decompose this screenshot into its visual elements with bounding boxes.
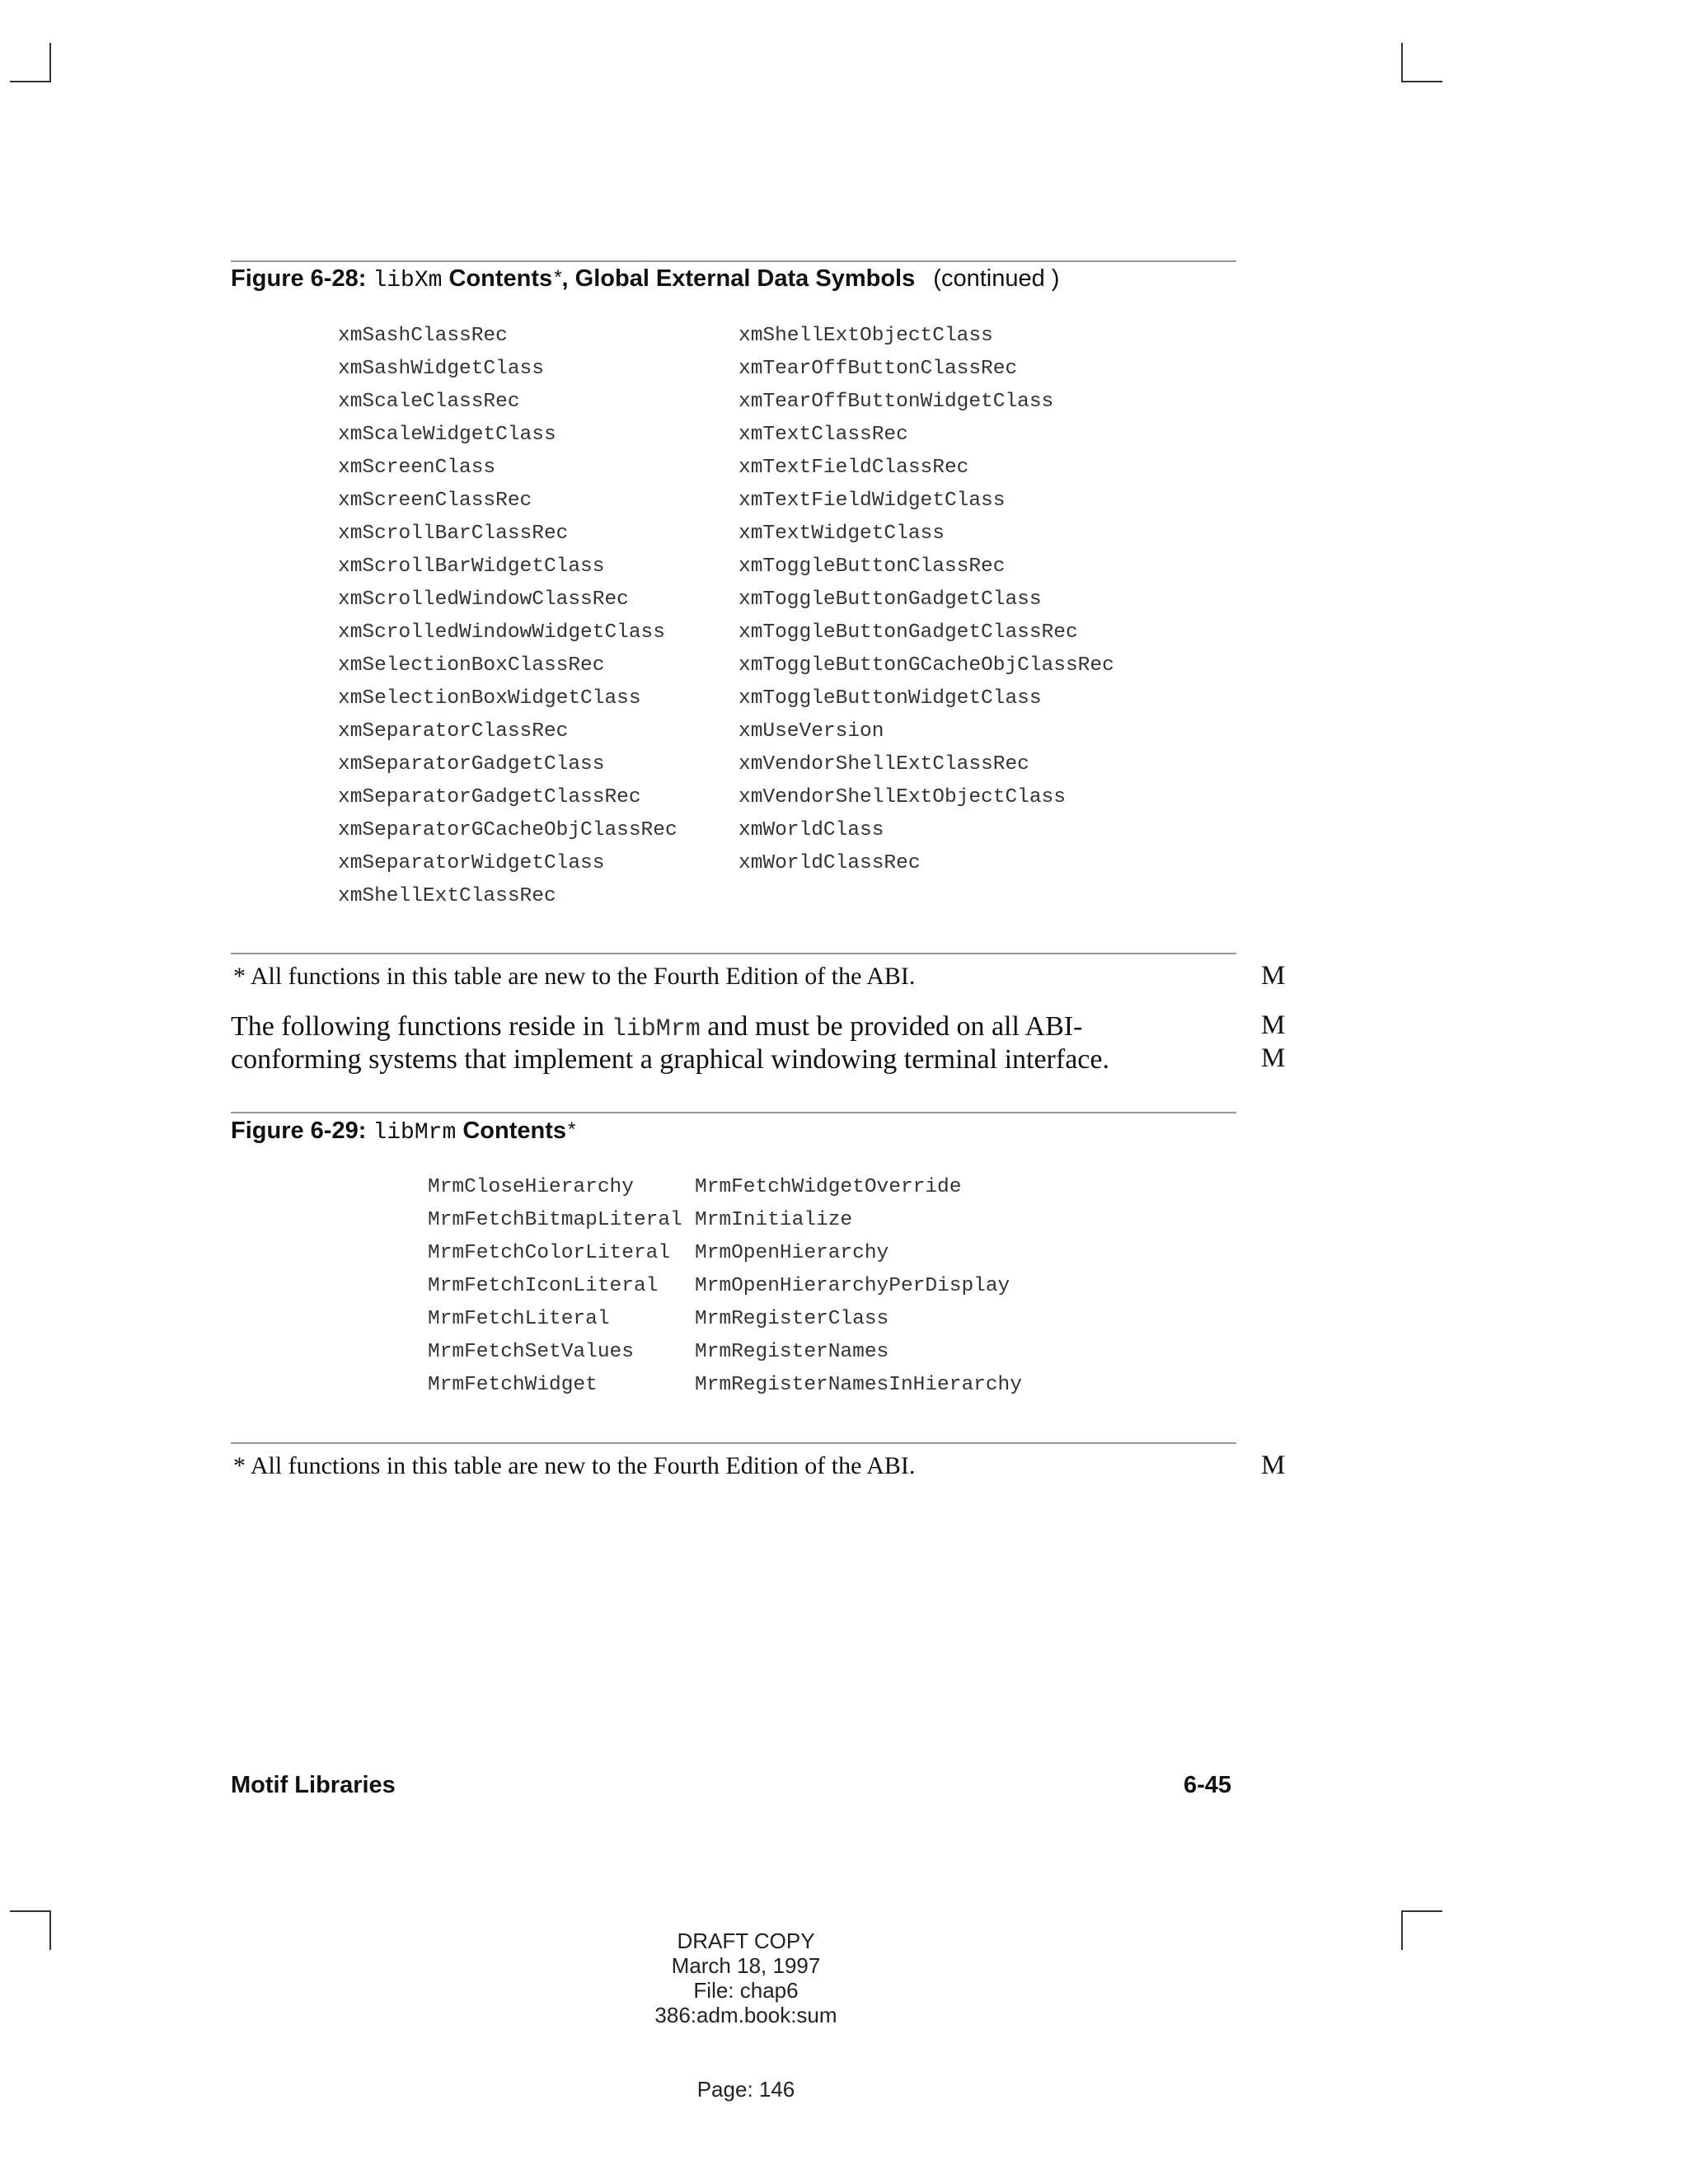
figure-29-col2-symbol: MrmRegisterNames — [695, 1341, 889, 1363]
crop-mark-top-right-h — [1401, 81, 1442, 82]
figure-28-footnote-change-mark: M — [1261, 961, 1286, 991]
figure-28-col1-symbol: xmSelectionBoxWidgetClass — [338, 687, 641, 710]
figure-29-col1-symbol: MrmFetchLiteral — [428, 1308, 610, 1330]
figure-29-col2-symbol: MrmRegisterNamesInHierarchy — [695, 1374, 1022, 1396]
figure-29-column-2 — [695, 1171, 1022, 1402]
figure-28-continued: (continued ) — [933, 265, 1060, 292]
figure-29-col1-symbol: MrmFetchIconLiteral — [428, 1275, 659, 1297]
figure-28-bottom-rule — [231, 953, 1236, 954]
figure-28-col2-symbol: xmVendorShellExtClassRec — [738, 753, 1029, 776]
figure-29-col2-symbol: MrmFetchWidgetOverride — [695, 1176, 962, 1198]
figure-28-col2-symbol: xmTextFieldWidgetClass — [738, 490, 1006, 512]
figure-28-col1-symbol: xmSelectionBoxClassRec — [338, 654, 605, 677]
figure-29-col1-symbol: MrmCloseHierarchy — [428, 1176, 634, 1198]
figure-28-col2-symbol: xmToggleButtonClassRec — [738, 555, 1006, 578]
figure-28-col1-symbol: xmScrollBarWidgetClass — [338, 555, 605, 578]
paragraph-line1-pre: The following functions reside in — [231, 1011, 612, 1042]
figure-28-col2-symbol: xmUseVersion — [738, 720, 884, 743]
figure-28-col1-symbol: xmSeparatorGadgetClass — [338, 753, 605, 776]
draft-book-line: 386:adm.book:sum — [654, 2003, 837, 2027]
figure-29-lib: libMrm — [373, 1120, 457, 1146]
crop-mark-bottom-left-h — [10, 1910, 51, 1912]
figure-29-bottom-rule — [231, 1442, 1236, 1444]
figure-29-col1-symbol: MrmFetchSetValues — [428, 1341, 634, 1363]
figure-29-col2-symbol: MrmOpenHierarchyPerDisplay — [695, 1275, 1010, 1297]
paragraph-change-mark-2: M — [1261, 1043, 1286, 1073]
figure-28-col2-symbol: xmTearOffButtonClassRec — [738, 358, 1018, 380]
figure-29-col2-symbol: MrmRegisterClass — [695, 1308, 889, 1330]
intro-paragraph-line-2: conforming systems that implement a graphical windowing terminal interface. — [231, 1044, 1109, 1075]
figure-28-col1-symbol: xmSeparatorGCacheObjClassRec — [338, 819, 678, 841]
paragraph-change-mark-1: M — [1261, 1010, 1286, 1040]
paragraph-line1-post: and must be provided on all ABI- — [700, 1011, 1083, 1042]
figure-28-col2-symbol: xmTearOffButtonWidgetClass — [738, 391, 1054, 413]
figure-28-title-part: Contents — [448, 265, 553, 292]
figure-28-col1-symbol: xmSeparatorWidgetClass — [338, 852, 605, 874]
figure-28-col1-symbol: xmSashWidgetClass — [338, 358, 544, 380]
figure-28-title-rest: , Global External Data Symbols — [561, 265, 916, 292]
figure-28-label: Figure 6-28: — [231, 265, 367, 292]
figure-28-col1-symbol: xmScrolledWindowWidgetClass — [338, 621, 665, 644]
paragraph-line1-lib: libMrm — [611, 1015, 701, 1043]
figure-28-col1-symbol: xmSeparatorClassRec — [338, 720, 569, 743]
figure-28-col1-symbol: xmScaleClassRec — [338, 391, 520, 413]
figure-29-footnote-change-mark: M — [1261, 1451, 1286, 1480]
figure-28-col2-symbol: xmTextWidgetClass — [738, 523, 945, 545]
figure-28-col1-symbol: xmShellExtClassRec — [338, 885, 556, 907]
figure-29-star: * — [568, 1118, 576, 1141]
figure-28-column-1 — [338, 320, 678, 913]
figure-28-col2-symbol: xmTextClassRec — [738, 424, 908, 446]
figure-29-top-rule — [231, 1112, 1236, 1113]
figure-28-lib: libXm — [373, 268, 443, 293]
figure-28-col1-symbol: xmSashClassRec — [338, 325, 508, 347]
figure-29-caption — [231, 1118, 575, 1146]
figure-28-top-rule — [231, 260, 1236, 262]
figure-28-col1-symbol: xmScreenClassRec — [338, 490, 532, 512]
draft-copy-line: DRAFT COPY — [677, 1929, 815, 1953]
footer-section-title: Motif Libraries — [231, 1772, 396, 1798]
figure-28-col2-symbol: xmTextFieldClassRec — [738, 457, 969, 479]
draft-page-line: Page: 146 — [696, 2077, 795, 2102]
crop-mark-top-left-h — [10, 81, 51, 82]
figure-28-col2-symbol: xmVendorShellExtObjectClass — [738, 786, 1066, 808]
crop-mark-bottom-right-h — [1401, 1910, 1442, 1912]
figure-29-col2-symbol: MrmInitialize — [695, 1209, 853, 1231]
figure-28-column-2 — [738, 320, 1114, 880]
figure-29-col1-symbol: MrmFetchWidget — [428, 1374, 598, 1396]
footer-page-number: 6-45 — [1184, 1772, 1232, 1798]
figure-29-col1-symbol: MrmFetchBitmapLiteral — [428, 1209, 682, 1231]
crop-mark-top-left-v — [49, 43, 51, 82]
draft-date-line: March 18, 1997 — [671, 1953, 821, 1978]
figure-28-col2-symbol: xmShellExtObjectClass — [738, 325, 993, 347]
intro-paragraph-line-1 — [231, 1010, 1082, 1046]
crop-mark-top-right-v — [1401, 43, 1403, 82]
figure-28-caption — [231, 265, 1059, 293]
figure-29-col2-symbol: MrmOpenHierarchy — [695, 1242, 889, 1264]
figure-28-footnote: * All functions in this table are new to the Fourth Edition of the ABI. — [233, 963, 916, 990]
figure-28-col2-symbol: xmToggleButtonGCacheObjClassRec — [738, 654, 1114, 677]
figure-28-col2-symbol: xmToggleButtonGadgetClass — [738, 588, 1042, 611]
figure-29-footnote: * All functions in this table are new to the Fourth Edition of the ABI. — [233, 1452, 916, 1479]
figure-29-title-part: Contents — [462, 1118, 566, 1144]
figure-29-label: Figure 6-29: — [231, 1118, 367, 1144]
figure-29-col1-symbol: MrmFetchColorLiteral — [428, 1242, 671, 1264]
figure-28-col2-symbol: xmToggleButtonWidgetClass — [738, 687, 1042, 710]
figure-28-col1-symbol: xmScaleWidgetClass — [338, 424, 556, 446]
figure-28-col1-symbol: xmScrollBarClassRec — [338, 523, 569, 545]
draft-file-line: File: chap6 — [693, 1978, 799, 2003]
figure-28-col1-symbol: xmScreenClass — [338, 457, 496, 479]
figure-28-col2-symbol: xmWorldClass — [738, 819, 884, 841]
figure-28-col1-symbol: xmScrolledWindowClassRec — [338, 588, 629, 611]
figure-28-col1-symbol: xmSeparatorGadgetClassRec — [338, 786, 641, 808]
figure-28-col2-symbol: xmToggleButtonGadgetClassRec — [738, 621, 1078, 644]
figure-28-star: * — [554, 266, 562, 288]
figure-29-column-1 — [428, 1171, 682, 1402]
figure-28-col2-symbol: xmWorldClassRec — [738, 852, 921, 874]
